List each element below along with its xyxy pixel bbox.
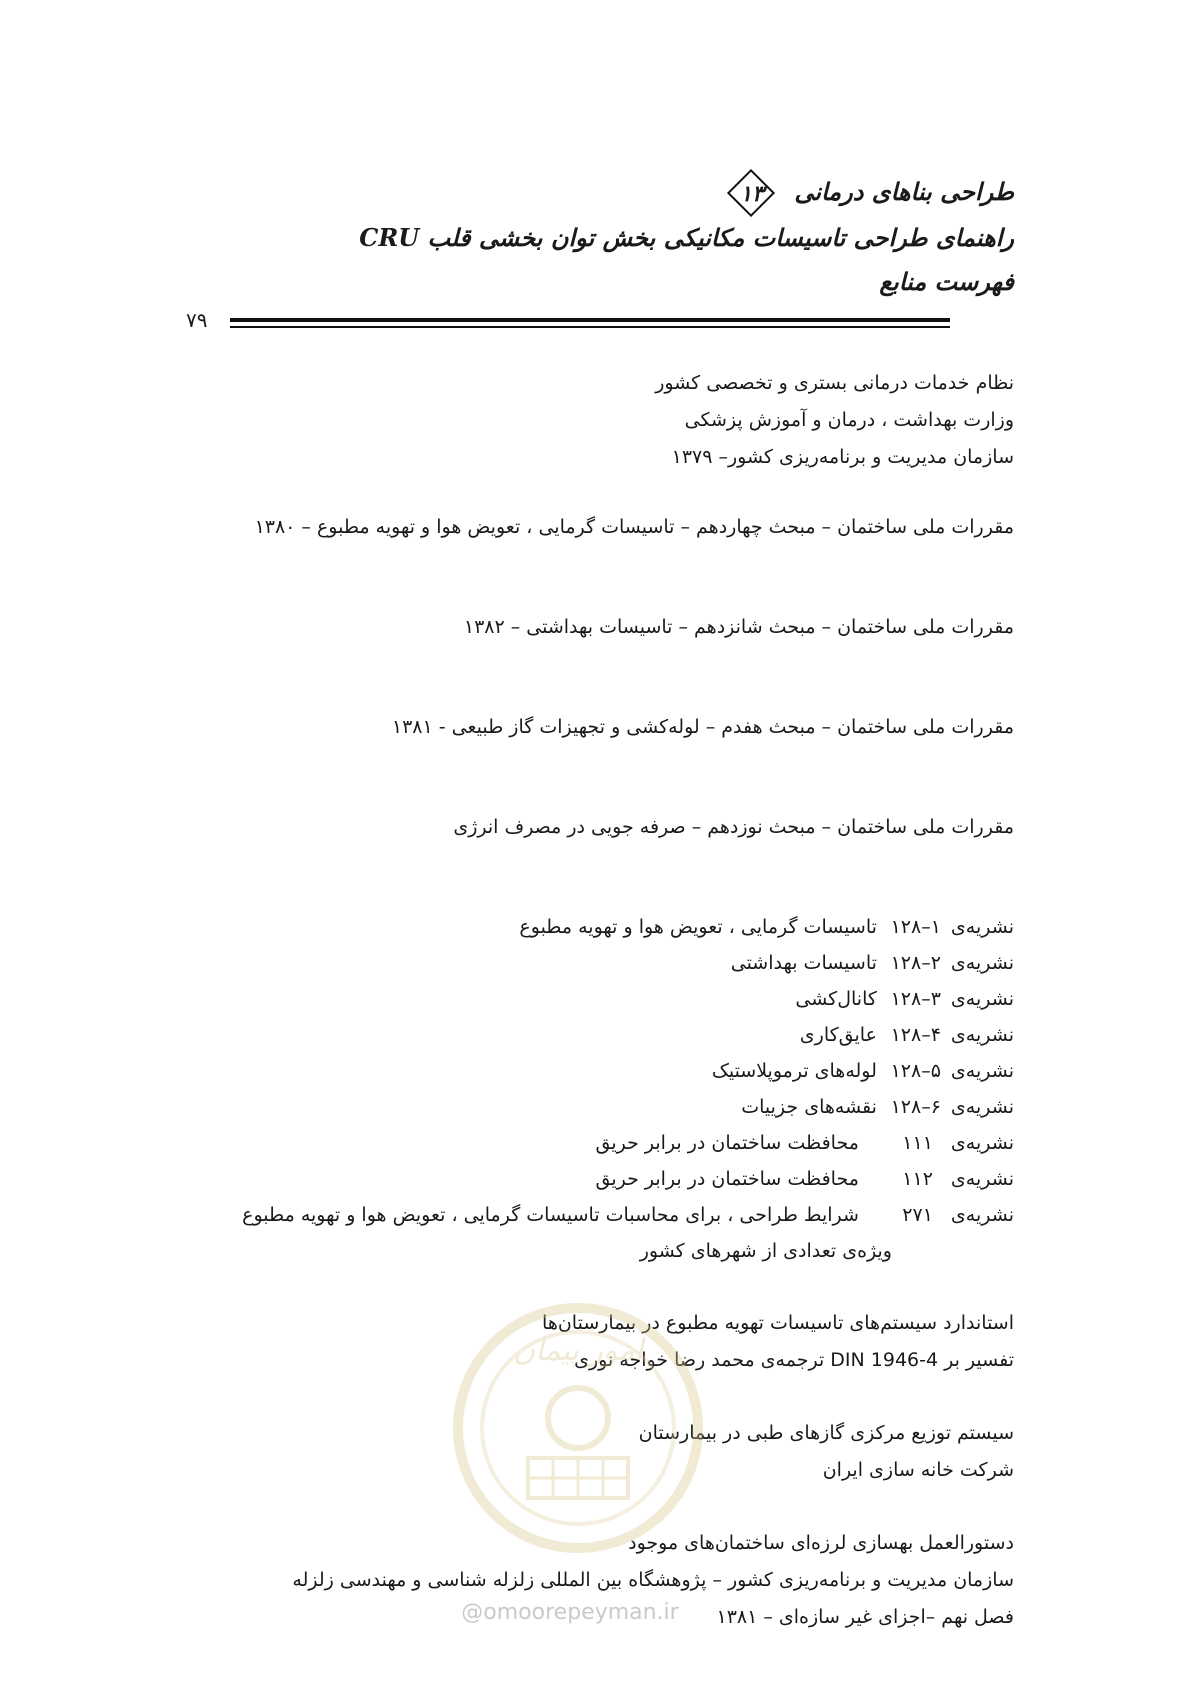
reference-line: نظام خدمات درمانی بستری و تخصصی کشور [655, 372, 1014, 394]
publication-item: نشریه‌ی۶–۱۲۸نقشه‌های جزییات [741, 1096, 1014, 1118]
reference-line: سازمان مدیریت و برنامه‌ریزی کشور– ۱۳۷۹ [671, 446, 1014, 468]
reference-line: فصل نهم –اجزای غیر سازه‌ای – ۱۳۸۱ [716, 1606, 1014, 1628]
reference-line: سیستم توزیع مرکزی گازهای طبی در بیمارستان [638, 1422, 1014, 1444]
chapter-number: ۱۳ [740, 180, 764, 207]
reference-4: مقررات ملی ساختمان – مبحث هفدم – لوله‌کشی و تجهیزات گاز طبیعی - ۱۳۸۱ [391, 716, 1014, 738]
reference-5: مقررات ملی ساختمان – مبحث نوزدهم – صرفه جویی در مصرف انرژی [453, 816, 1014, 838]
publication-item: نشریه‌ی۱–۱۲۸تاسیسات گرمایی ، تعویض هوا و تهویه مطبوع [519, 916, 1014, 938]
publication-item: نشریه‌ی۱۱۲محافظت ساختمان در برابر حریق [595, 1168, 1014, 1190]
reference-2: مقررات ملی ساختمان – مبحث چهاردهم – تاسیسات گرمایی ، تعویض هوا و تهویه مطبوع – ۱۳۸۰ [254, 516, 1014, 538]
page-header [214, 170, 1014, 304]
publication-item: نشریه‌ی۲۷۱شرایط طراحی ، برای محاسبات تاسیسات گرمایی ، تعویض هوا و تهویه مطبوع [242, 1204, 1014, 1226]
reference-line: تفسیر بر DIN 1946-4 ترجمه‌ی محمد رضا خواجه نوری [574, 1349, 1014, 1371]
reference-line: دستورالعمل بهسازی لرزه‌ای ساختمان‌های موجود [628, 1532, 1014, 1554]
reference-line: سازمان مدیریت و برنامه‌ریزی کشور – پژوهشگاه بین المللی زلزله شناسی و مهندسی زلزله [292, 1569, 1014, 1591]
chapter-badge [722, 172, 782, 216]
watermark-seal-icon [448, 1298, 708, 1558]
header-rule-thick [230, 318, 950, 322]
guide-title: راهنمای طراحی تاسیسات مکانیکی بخش توان بخشی قلب CRU [359, 222, 1014, 252]
reference-3: مقررات ملی ساختمان – مبحث شانزدهم – تاسیسات بهداشتی – ۱۳۸۲ [463, 616, 1014, 638]
series-title-line [214, 170, 1014, 216]
page-number: ۷۹ [186, 308, 208, 332]
section-title: فهرست منابع [879, 266, 1014, 296]
reference-1 [154, 365, 1014, 476]
reference-line: وزارت بهداشت ، درمان و آموزش پزشکی [684, 409, 1014, 431]
header-rule-thin [230, 326, 950, 328]
watermark-site: @omoorepeyman.ir [461, 1600, 679, 1625]
publication-continuation: ویژه‌ی تعدادی از شهرهای کشور [639, 1240, 892, 1262]
publication-item: نشریه‌ی۱۱۱محافظت ساختمان در برابر حریق [595, 1132, 1014, 1154]
publications-list [154, 909, 1014, 1269]
watermark-script: امور پیمان [513, 1333, 643, 1368]
reference-line: شرکت خانه سازی ایران [822, 1459, 1014, 1481]
publication-item: نشریه‌ی۴–۱۲۸عایق‌کاری [799, 1024, 1014, 1046]
series-title: طراحی بناهای درمانی [794, 177, 1014, 206]
reference-line: استاندارد سیستم‌های تاسیسات تهویه مطبوع در بیمارستان‌ها [542, 1312, 1014, 1334]
publication-item: نشریه‌ی۵–۱۲۸لوله‌های ترموپلاستیک [711, 1060, 1014, 1082]
publication-item: نشریه‌ی۳–۱۲۸کانال‌کشی [795, 988, 1014, 1010]
publication-item: نشریه‌ی۲–۱۲۸تاسیسات بهداشتی [730, 952, 1014, 974]
